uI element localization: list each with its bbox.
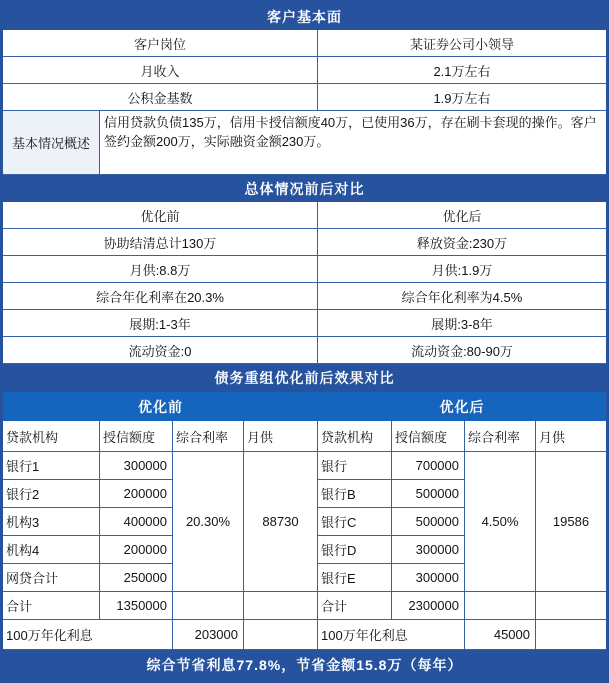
lender-name: 银行E	[318, 564, 392, 592]
empty-cell	[244, 592, 318, 620]
column-header: 综合利率	[173, 421, 244, 452]
monthly-payment: 88730	[244, 452, 318, 592]
overview-text: 信用贷款负债135万，信用卡授信额度40万，已使用36万，存在刷卡套现的操作。客户签约金额200万，实际融资金额230万。	[100, 111, 606, 175]
overview-label: 基本情况概述	[3, 111, 100, 175]
before-value: 月供:8.8万	[3, 256, 318, 283]
after-banner-label: 优化后	[439, 398, 485, 415]
table-row	[3, 84, 606, 111]
row-value: 某证券公司小领导	[318, 30, 606, 57]
empty-cell	[173, 592, 244, 620]
lender-name: 银行D	[318, 536, 392, 564]
table-row	[3, 202, 606, 229]
row-value: 1.9万左右	[318, 84, 606, 111]
interest-label: 100万年化利息	[3, 620, 173, 650]
lender-name: 银行	[318, 452, 392, 480]
column-header: 贷款机构	[3, 421, 100, 452]
credit-amount: 250000	[100, 564, 173, 592]
combined-rate: 4.50%	[465, 452, 536, 592]
credit-amount: 500000	[392, 480, 465, 508]
col-header-after: 优化后	[318, 202, 606, 229]
table-row	[3, 283, 606, 310]
credit-amount: 300000	[392, 564, 465, 592]
savings-summary: 综合节省利息77.8%，节省金额15.8万（每年）	[3, 650, 606, 680]
before-value: 综合年化利率在20.3%	[3, 283, 318, 310]
table-row	[3, 229, 606, 256]
lender-name: 银行2	[3, 480, 100, 508]
total-label: 合计	[3, 592, 100, 620]
lender-name: 银行1	[3, 452, 100, 480]
credit-amount: 300000	[392, 536, 465, 564]
col-header-before: 优化前	[3, 202, 318, 229]
row-label: 月收入	[3, 57, 318, 84]
column-header: 授信额度	[392, 421, 465, 452]
before-banner-label: 优化前	[138, 398, 183, 415]
column-header: 授信额度	[100, 421, 173, 452]
lender-name: 银行C	[318, 508, 392, 536]
column-header: 贷款机构	[318, 421, 392, 452]
combined-rate: 20.30%	[173, 452, 244, 592]
before-value: 协助结清总计130万	[3, 229, 318, 256]
table-row	[3, 337, 606, 364]
column-header: 月供	[244, 421, 318, 452]
detail-table	[3, 421, 606, 650]
credit-amount: 400000	[100, 508, 173, 536]
after-value: 释放资金:230万	[318, 229, 606, 256]
section3-header: 债务重组优化前后效果对比	[3, 364, 606, 392]
lender-name: 银行B	[318, 480, 392, 508]
section2-header: 总体情况前后对比	[3, 175, 606, 202]
total-amount: 2300000	[392, 592, 465, 620]
credit-amount: 300000	[100, 452, 173, 480]
after-value: 综合年化利率为4.5%	[318, 283, 606, 310]
column-header: 月供	[536, 421, 606, 452]
table-row	[3, 310, 606, 337]
before-after-banner	[3, 392, 606, 421]
lender-name: 网贷合计	[3, 564, 100, 592]
empty-cell	[536, 592, 606, 620]
after-value: 展期:3-8年	[318, 310, 606, 337]
after-value: 流动资金:80-90万	[318, 337, 606, 364]
empty-cell	[244, 620, 318, 650]
table-row	[3, 256, 606, 283]
after-value: 月供:1.9万	[318, 256, 606, 283]
total-amount: 1350000	[100, 592, 173, 620]
interest-value: 45000	[465, 620, 536, 650]
table-row	[3, 57, 606, 84]
row-value: 2.1万左右	[318, 57, 606, 84]
credit-amount: 200000	[100, 480, 173, 508]
interest-value: 203000	[173, 620, 244, 650]
row-label: 公积金基数	[3, 84, 318, 111]
before-value: 展期:1-3年	[3, 310, 318, 337]
empty-cell	[536, 620, 606, 650]
lender-name: 机构3	[3, 508, 100, 536]
monthly-payment: 19586	[536, 452, 606, 592]
total-label: 合计	[318, 592, 392, 620]
empty-cell	[465, 592, 536, 620]
lender-name: 机构4	[3, 536, 100, 564]
credit-amount: 200000	[100, 536, 173, 564]
interest-label: 100万年化利息	[318, 620, 465, 650]
row-label: 客户岗位	[3, 30, 318, 57]
overview-row	[3, 111, 606, 175]
credit-amount: 700000	[392, 452, 465, 480]
table-row	[3, 30, 606, 57]
column-header: 综合利率	[465, 421, 536, 452]
before-value: 流动资金:0	[3, 337, 318, 364]
section1-header: 客户基本面	[3, 3, 606, 30]
credit-amount: 500000	[392, 508, 465, 536]
